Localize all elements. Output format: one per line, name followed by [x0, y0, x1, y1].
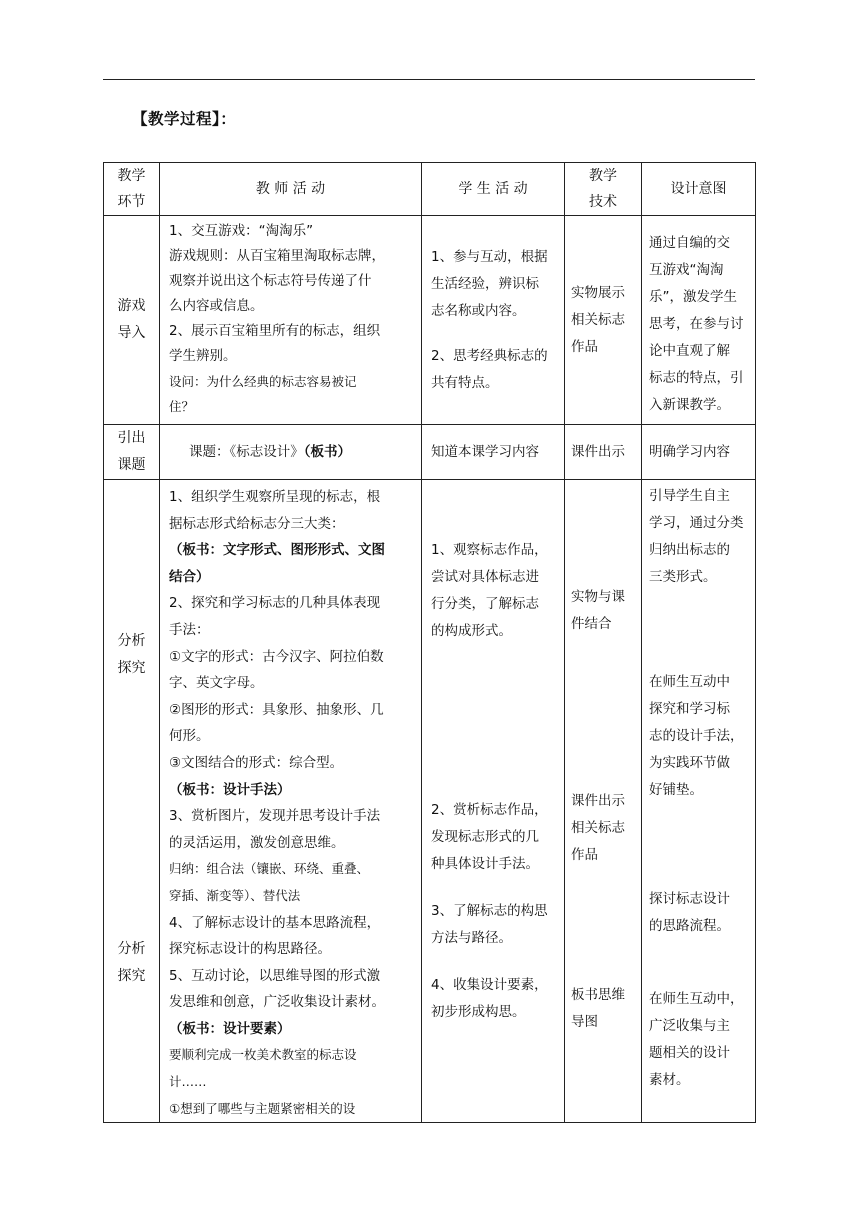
student-activity-cell: 1、参与互动，根据 生活经验，辨识标 志名称或内容。 2、思考经典标志的 共有特点。	[422, 216, 565, 425]
table-row	[104, 216, 756, 425]
teaching-tech-cell: 实物展示 相关标志 作品	[565, 216, 642, 425]
header-student-activity: 学 生 活 动	[422, 163, 565, 216]
teacher-activity-cell: 1、交互游戏：“淘淘乐” 游戏规则：从百宝箱里淘取标志牌， 观察并说出这个标志符号传递了什 么内容或信息。 2、展示百宝箱里所有的标志，组织 学生辨别。 设问：为什么经典的标志容易被记 住？	[160, 216, 422, 425]
teaching-tech-cell: 课件出示	[565, 425, 642, 480]
teacher-activity-cell: 1、组织学生观察所呈现的标志，根 据标志形式给标志分三大类： （板书：文字形式、图形形式、文图 结合） 2、探究和学习标志的几种具体表现 手法： ①文字的形式：古今汉字、阿拉伯数 字、英文字母。 ②图形的形式：具象形、抽象形、几 何形。 ③文图结合的形式：综合型。 （板书：设计手法） 3、赏析图片，发现并思考设计手法 的灵活运用，激发创意思维。 归纳：组合法（镶嵌、环绕、重叠、 穿插、渐变等）、替代法 4、了解标志设计的基本思路流程， 探究标志设计的构思路径。 5、互动讨论，以思维导图的形式激 发思维和创意，广泛收集设计素材。 （板书：设计要素） 要顺利完成一枚美术教室的标志设 计…… ①想到了哪些与主题紧密相关的设	[160, 480, 422, 1123]
design-intent-cell: 引导学生自主 学习，通过分类 归纳出标志的 三类形式。 在师生互动中 探究和学习标 志的设计手法， 为实践环节做 好铺垫。 探讨标志设计 的思路流程。 在师生互动中， 广泛收集与主 题相关的设计 素材。	[642, 480, 756, 1123]
stage-introduce-topic: 引出 课题	[104, 425, 160, 480]
header-teaching-tech: 教学 技术	[565, 163, 642, 216]
table-row	[104, 480, 756, 1123]
table-row	[104, 425, 756, 480]
section-heading: 【教学过程】：	[132, 110, 237, 128]
stage-game-intro: 游戏 导入	[104, 216, 160, 425]
teacher-activity-cell: 课题：《标志设计》（板书）	[160, 425, 422, 480]
header-design-intent: 设计意图	[642, 163, 756, 216]
student-activity-cell: 1、观察标志作品， 尝试对具体标志进 行分类，了解标志 的构成形式。 2、赏析标志作品， 发现标志形式的几 种具体设计手法。 3、了解标志的构思 方法与路径。 4、收集设计要素， 初步形成构思。	[422, 480, 565, 1123]
header-rule	[103, 79, 755, 80]
stage-analysis-exploration: 分析 探究 分析 探究	[104, 480, 160, 1123]
lesson-process-table	[103, 162, 756, 1123]
design-intent-cell: 通过自编的交 互游戏“淘淘 乐”，激发学生 思考，在参与讨 论中直观了解 标志的特点，引 入新课教学。	[642, 216, 756, 425]
table-header-row	[104, 163, 756, 216]
student-activity-cell: 知道本课学习内容	[422, 425, 565, 480]
design-intent-cell: 明确学习内容	[642, 425, 756, 480]
teaching-tech-cell: 实物与课 件结合 课件出示 相关标志 作品 板书思维 导图	[565, 480, 642, 1123]
header-stage: 教学 环节	[104, 163, 160, 216]
header-teacher-activity: 教 师 活 动	[160, 163, 422, 216]
